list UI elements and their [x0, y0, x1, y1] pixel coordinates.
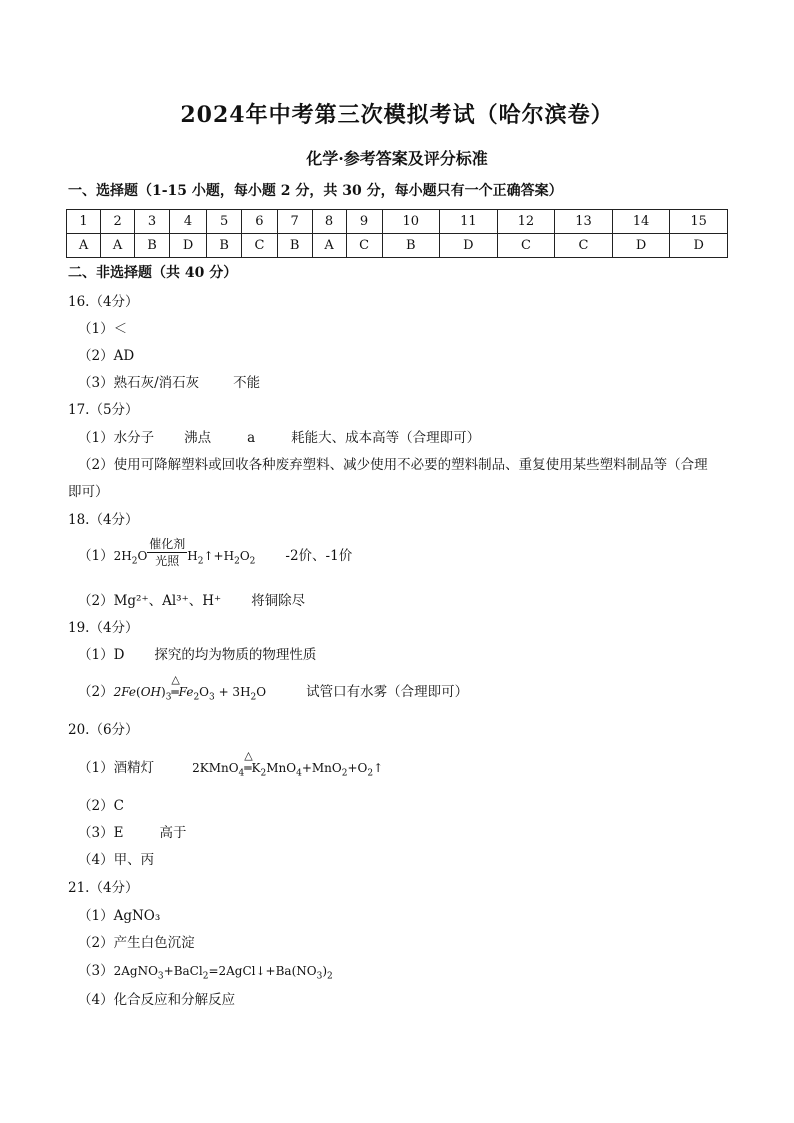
q16-answer-3a: （3）熟石灰/消石灰	[78, 375, 200, 391]
section-heading-nonchoice: 二、非选择题（共 40 分）	[68, 265, 238, 281]
q18-condition-catalyst: 催化剂	[149, 537, 186, 551]
heat-symbol: △	[171, 673, 180, 686]
q21-answer-2: （2）产生白色沉淀	[78, 935, 195, 951]
table-cell-number: 9	[346, 210, 382, 234]
table-cell-answer: D	[612, 234, 670, 258]
table-cell-answer: D	[670, 234, 728, 258]
page-subtitle: 化学·参考答案及评分标准	[306, 149, 488, 168]
q21-answer-1	[78, 904, 160, 924]
q21-answer-3	[78, 959, 333, 981]
q20-answer-2: （2）C	[78, 798, 124, 814]
q16-answer-3b: 不能	[233, 375, 261, 391]
q21-equation: $2AgNO_3+BaCl_2=2AgCl↓+Ba(NO_3)_2$	[113, 964, 333, 982]
table-cell-number: 10	[382, 210, 440, 234]
table-cell-number: 3	[135, 210, 170, 234]
table-cell-answer: A	[101, 234, 135, 258]
q20-answer-3b: 高于	[159, 825, 187, 841]
table-cell-answer: C	[346, 234, 382, 258]
table-cell-number: 1	[67, 210, 101, 234]
table-row-answers	[67, 234, 728, 258]
q17-answer-1d: 耗能大、成本高等（合理即可）	[291, 430, 481, 446]
q20-heading: 20.（6分）	[68, 722, 139, 738]
q21-answer-3-prefix: （3）	[78, 963, 114, 979]
table-cell-number: 14	[612, 210, 670, 234]
q20-answer-3	[78, 821, 186, 841]
table-cell-number: 8	[312, 210, 346, 234]
q19-answer-2-note: 试管口有水雾（合理即可）	[306, 684, 469, 700]
table-cell-answer: C	[497, 234, 555, 258]
table-row-numbers	[67, 210, 728, 234]
table-cell-answer: D	[169, 234, 207, 258]
table-cell-answer: C	[241, 234, 277, 258]
q17-answer-1b: 沸点	[184, 430, 212, 446]
q17-answer-2a: （2）使用可降解塑料或回收各种废弃塑料、减少使用不必要的塑料制品、重复使用某些塑料制品等（合理	[78, 457, 708, 473]
q17-heading: 17.（5分）	[68, 402, 139, 418]
q17-answer-1c: a	[247, 430, 256, 446]
q21-heading: 21.（4分）	[68, 880, 139, 896]
q16-heading: 16.（4分）	[68, 294, 139, 310]
q20-answer-3a: （3）E	[78, 825, 124, 841]
q20-answer-4: （4）甲、丙	[78, 852, 155, 868]
q17-answer-1	[78, 426, 480, 446]
q17-answer-1a: （1）水分子	[78, 430, 155, 446]
q21-answer-1-prefix: （1）	[78, 908, 114, 924]
table-cell-number: 12	[497, 210, 555, 234]
q17-answer-2b: 即可）	[68, 484, 109, 500]
table-cell-number: 4	[169, 210, 207, 234]
q18-reaction-condition	[147, 536, 187, 569]
q20-answer-1	[78, 749, 384, 779]
q18-answer-2-prefix: （2）	[78, 593, 114, 609]
q18-equation-right: $H_2↑+H_2O_2$	[187, 549, 256, 567]
table-cell-number: 11	[440, 210, 498, 234]
q19-equation: $2Fe(OH)_3$ △ $═Fe_2O_3 + 3H_2O$	[113, 673, 267, 703]
table-cell-answer: A	[312, 234, 346, 258]
q20-answer-1a: （1）酒精灯	[78, 760, 155, 776]
q18-condition-light: 光照	[155, 554, 180, 568]
q16-answer-3	[78, 371, 260, 391]
q18-ions: Mg²⁺、Al³⁺、H⁺	[113, 593, 222, 609]
table-cell-answer: B	[135, 234, 170, 258]
q20-equation: 2KMnO$_4$ △ $═K_2MnO_4+MnO_2+O_2↑$	[192, 749, 384, 779]
table-cell-answer: B	[207, 234, 242, 258]
table-cell-number: 15	[670, 210, 728, 234]
q19-answer-1b: 探究的均为物质的物理性质	[154, 647, 317, 663]
q18-heading: 18.（4分）	[68, 512, 139, 528]
table-cell-answer: B	[277, 234, 312, 258]
table-cell-answer: A	[67, 234, 101, 258]
table-cell-answer: B	[382, 234, 440, 258]
section-heading-choice: 一、选择题（1-15 小题，每小题 2 分，共 30 分，每小题只有一个正确答案）	[68, 183, 563, 199]
table-cell-number: 13	[555, 210, 613, 234]
q16-answer-2: （2）AD	[78, 348, 135, 364]
q19-heading: 19.（4分）	[68, 620, 139, 636]
page-title: 2024年中考第三次模拟考试（哈尔滨卷）	[180, 102, 614, 128]
table-cell-number: 5	[207, 210, 242, 234]
q18-valence: -2价、-1价	[285, 548, 353, 564]
table-cell-number: 7	[277, 210, 312, 234]
q21-answer-4: （4）化合反应和分解反应	[78, 992, 236, 1008]
q18-answer-1	[78, 537, 353, 573]
q19-answer-1	[78, 643, 316, 663]
answer-table	[66, 209, 728, 258]
heat-symbol: △	[244, 749, 253, 762]
q18-answer-2	[78, 589, 305, 609]
table-cell-answer: C	[555, 234, 613, 258]
q21-formula: AgNO₃	[113, 908, 161, 924]
q18-answer-2-note: 将铜除尽	[251, 593, 306, 609]
q18-equation-left: $2H_2O$	[113, 549, 148, 567]
table-cell-number: 2	[101, 210, 135, 234]
q19-answer-1a: （1）D	[78, 647, 125, 663]
q19-answer-2-prefix: （2）	[78, 684, 114, 700]
q18-answer-1-prefix: （1）	[78, 548, 114, 564]
q19-answer-2	[78, 673, 469, 703]
q16-answer-1: （1）＜	[78, 321, 128, 337]
table-cell-answer: D	[440, 234, 498, 258]
table-cell-number: 6	[241, 210, 277, 234]
